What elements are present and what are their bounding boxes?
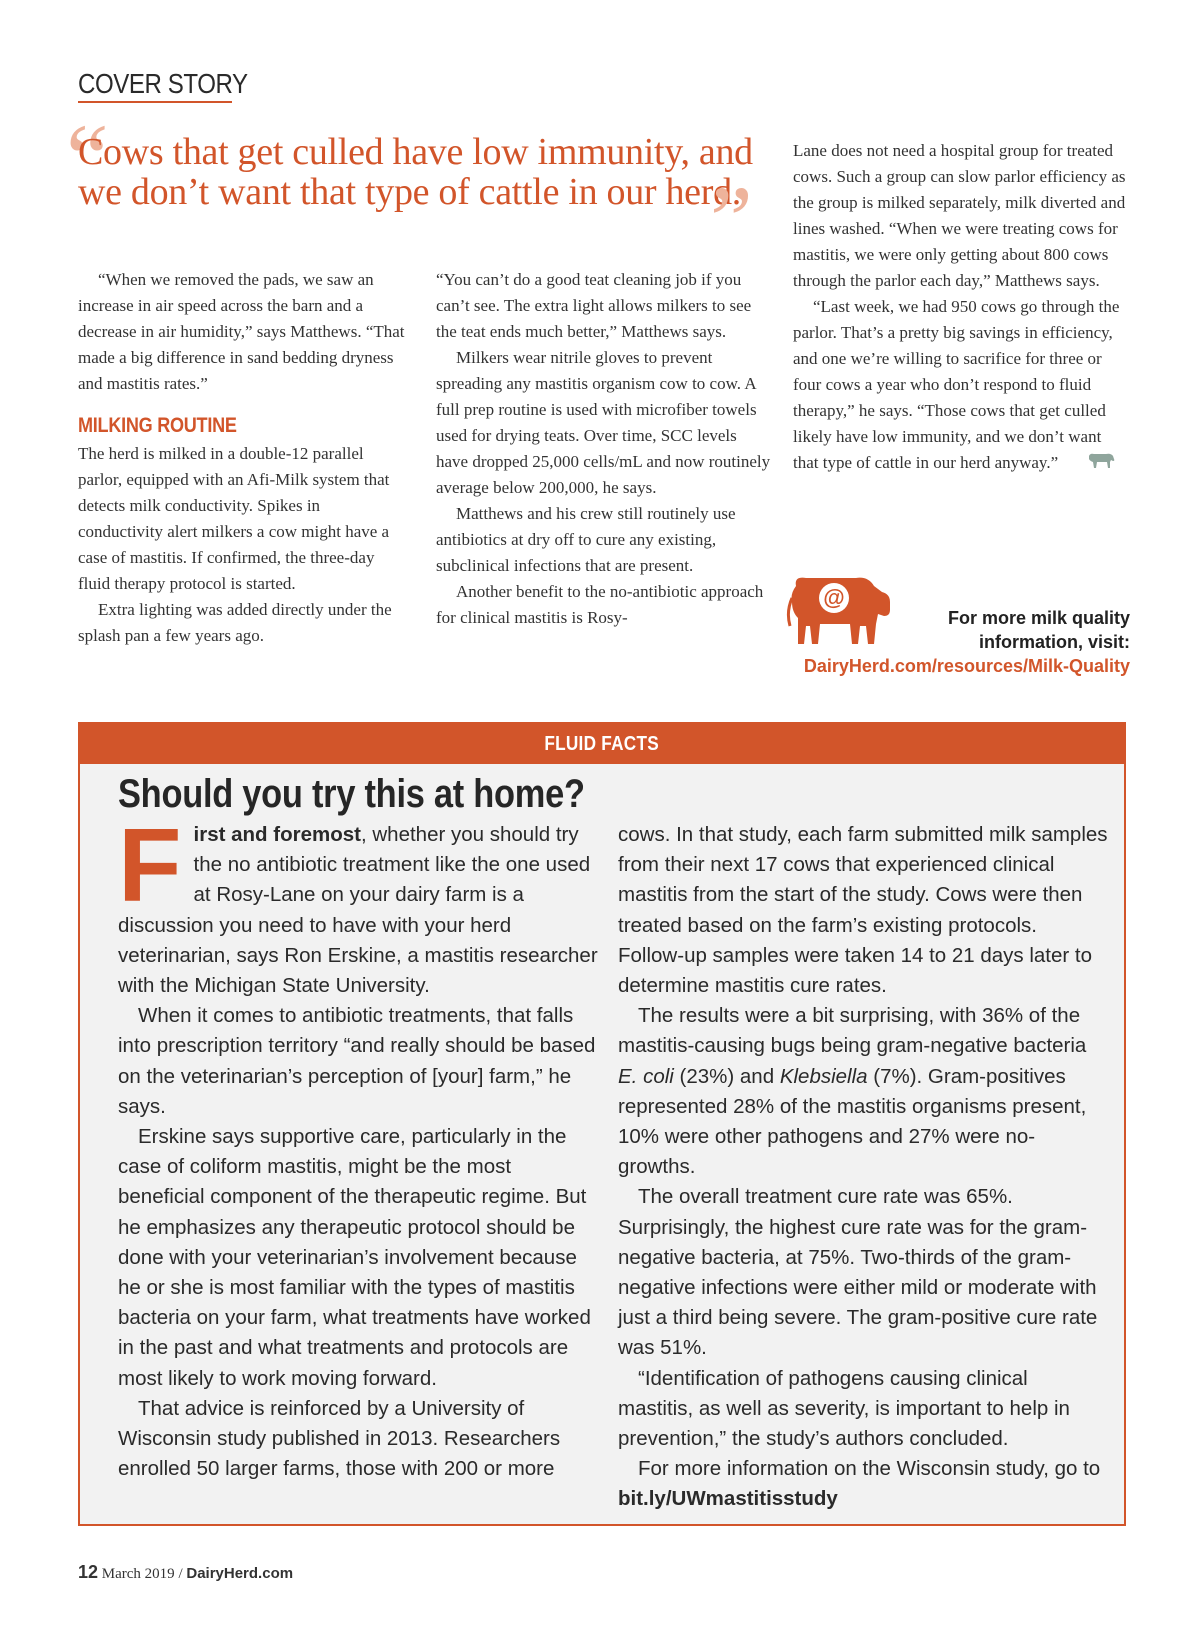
paragraph: Erskine says supportive care, particularly in the case of coliform mastitis, might be the most beneficial component of the therapeutic regime. But he emphasizes any therapeutic protocol should be done with your veterinarian’s involvement because he or she is most familiar with the types of mastitis bacteria on your farm, what treatments have worked in the past and what treatments and protocols are most likely to work moving forward. [118,1125,591,1390]
article-column-2 [436,267,772,631]
paragraph-text: “Last week, we had 950 cows go through the parlor. That’s a pretty big savings in efficiency, and one we’re willing to sacrifice for three or four cows a year who don’t respond to fluid therapy,” he says. “Those cows that get culled likely have low immunity, and we don’t want that type of cattle in our herd anyway.” [793,297,1120,472]
article-column-1 [78,267,408,649]
cow-at-icon [786,568,896,653]
paragraph: “Identification of pathogens causing clinical mastitis, as well as severity, is important to help in prevention,” the study’s authors concluded. [618,1366,1070,1451]
footer-separator: / [178,1566,183,1582]
pull-quote: Cows that get culled have low immunity, and we don’t want that type of cattle in our herd. [78,131,753,213]
study-link[interactable]: bit.ly/UWmastitisstudy [618,1487,838,1511]
section-label: COVER STORY [78,68,248,99]
end-mark-cow-icon [1066,450,1116,478]
paragraph-text: The results were a bit surprising, with 36% of the mastitis-causing bugs being gram-negative bacteria [618,1004,1087,1058]
paragraph-text: , whether you should try the no antibiotic treatment like the one used at Rosy-Lane on your dairy farm is a discussion you need to have with your herd veterinarian, says Ron Erskine, a mastitis researcher with the Michigan State University. [118,823,598,998]
promo-line-2: information, visit: [978,632,1130,652]
issue-date: March 2019 [101,1566,175,1582]
page-footer [78,1562,293,1583]
paragraph: “When we removed the pads, we saw an increase in air speed across the barn and a decrease in air humidity,” says Matthews. “That made a big difference in sand bedding dryness and mastitis rates.” [78,270,405,393]
footer-site[interactable]: DairyHerd.com [186,1565,294,1582]
promo-block [786,568,1130,688]
paragraph: When it comes to antibiotic treatments, that falls into prescription territory “and really should be based on the veterinarian’s perception of [your] farm,” he says. [118,1004,596,1118]
paragraph: Matthews and his crew still routinely use antibiotics at dry off to cure any existing, subclinical infections that are present. [436,504,736,575]
paragraph: That advice is reinforced by a University of Wisconsin study published in 2013. Researchers enrolled 50 larger farms, those with 200 or more [118,1396,561,1481]
species-name: E. coli [618,1064,674,1088]
paragraph-text: For more information on the Wisconsin study, go to [638,1457,1101,1481]
paragraph [793,294,1129,478]
sidebar-header-label: FLUID FACTS [544,733,660,755]
drop-cap: F [118,808,182,924]
page-number: 12 [78,1562,99,1582]
open-quote-mark: “ [66,104,109,211]
paragraph: Lane does not need a hospital group for treated cows. Such a group can slow parlor efficiency as the group is milked separately, milk diverted and lines washed. “When we were treating cows for mastitis, we were only getting about 800 cows through the parlor each day,” Matthews says. [793,141,1126,290]
paragraph: Extra lighting was added directly under the splash pan a few years ago. [78,600,392,645]
paragraph [118,808,598,1001]
paragraph: The herd is milked in a double-12 parallel parlor, equipped with an Afi-Milk system that detects milk conductivity. Spikes in conductivity alert milkers a cow might have a case of mastitis. If confirmed, the three-day fluid therapy protocol is started. [78,444,390,593]
promo-text [948,606,1130,654]
paragraph [618,1454,1108,1514]
at-symbol: @ [823,585,845,610]
paragraph: cows. In that study, each farm submitted milk samples from their next 17 cows that experienced clinical mastitis from the start of the study. Cows were then treated based on the farm’s existing protocols. Follow-up samples were taken 14 to 21 days later to determine mastitis cure rates. [618,823,1108,998]
paragraph [618,1001,1108,1182]
paragraph: The overall treatment cure rate was 65%. Surprisingly, the highest cure rate was for the gram-negative bacteria, at 75%. Two-thirds of the gram-negative infections were either mild or moderate with just a third being severe. The gram-positive cure rate was 51%. [618,1185,1098,1360]
paragraph-text: (23%) and [673,1064,780,1088]
sidebar-column-1 [118,808,598,1484]
promo-link[interactable]: DairyHerd.com/resources/Milk-Quality [803,656,1130,676]
close-quote-mark: ” [710,166,753,273]
paragraph-text: (7%). Gram-positives represented 28% of the mastitis organisms present, 10% were other pathogens and 27% were no-growths. [618,1064,1087,1179]
paragraph: Milkers wear nitrile gloves to prevent spreading any mastitis organism cow to cow. A full prep routine is used with microfiber towels used for drying teats. Over time, SCC levels have dropped 25,000 cells/mL and now routinely average below 200,000, he says. [436,348,771,497]
promo-line-1: For more milk quality [947,608,1130,628]
sidebar-header [80,724,1124,764]
lead-in: irst and foremost [193,823,361,846]
article-column-3 [793,138,1129,478]
paragraph: “You can’t do a good teat cleaning job if you can’t see. The extra light allows milkers to see the teat ends much better,” Matthews says. [436,270,752,341]
paragraph: Another benefit to the no-antibiotic approach for clinical mastitis is Rosy- [436,582,764,627]
fluid-facts-sidebar [78,722,1126,1526]
sidebar-column-2 [618,820,1108,1515]
species-name: Klebsiella [779,1064,868,1088]
section-underline [78,101,232,103]
subhead-milking-routine: MILKING ROUTINE [78,414,237,437]
sidebar-title: Should you try this at home? [118,772,585,816]
